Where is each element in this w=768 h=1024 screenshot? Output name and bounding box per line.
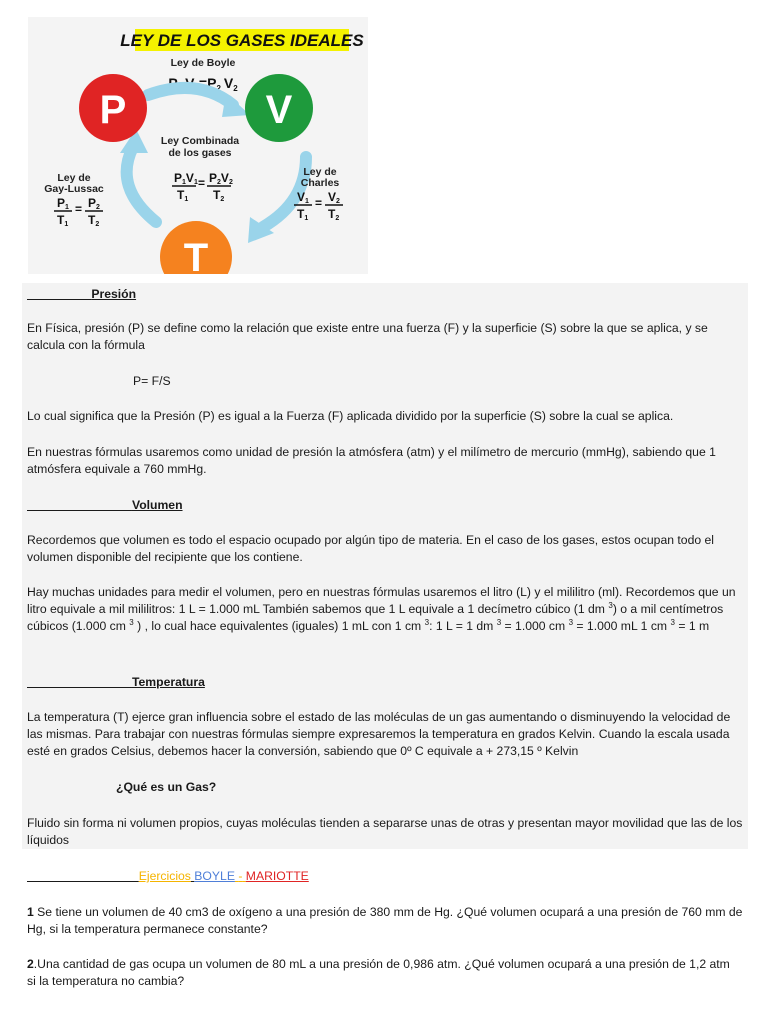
svg-text:P1V1: P1V1 <box>174 171 198 186</box>
letter-p: P <box>99 88 127 132</box>
gas-paragraph: Fluido sin forma ni volumen propios, cuyas moléculas tienden a separarse unas de otras y presentan mayor movilidad que las de los líquidos <box>27 816 743 848</box>
letter-t: T <box>183 236 209 274</box>
boyle-label: Ley de Boyle <box>170 57 236 69</box>
presion-paragraph-1: En Física, presión (P) se define como la relación que existe entre una fuerza (F) y la superficie (S) sobre la que se aplica, y se calcula con la fórmula <box>27 321 708 353</box>
ejercicios-word: Ejercicios <box>138 869 191 883</box>
volumen-heading: Volumen <box>131 498 183 512</box>
charles-label-1: Ley de <box>303 166 337 178</box>
circle-p <box>79 74 147 142</box>
svg-text:P2V2: P2V2 <box>209 171 233 186</box>
svg-text:P2: P2 <box>88 196 100 211</box>
gay-lussac-label-2: Gay-Lussac <box>44 183 104 195</box>
svg-text:T1: T1 <box>297 207 309 222</box>
svg-text:T1: T1 <box>177 188 189 203</box>
svg-text:V2: V2 <box>328 190 340 205</box>
presion-paragraph-2: Lo cual significa que la Presión (P) es igual a la Fuerza (F) aplicada dividido por la superficie (S) sobre la cual se aplica. <box>27 409 674 423</box>
boyle-word: BOYLE <box>194 869 235 883</box>
volumen-paragraph-2: Hay muchas unidades para medir el volumen, pero en nuestras fórmulas usaremos el litro (L) y el mililitro (ml). Recordemos que un litro equivale a mil mililitros: 1 L = 1.000 mL También sabemos que 1 L equivale a 1 decímetro cúbico (1 dm $^3$) o a mil centímetros cúbicos (1.000 cm $^3$ ) , lo cual hace equivalentes (iguales) 1 mL con 1 cm $^3$: 1 L = 1 dm $^3$ = 1.000 cm $^3$ = 1.000 mL 1 cm $^3$ = 1 m <box>27 585 736 634</box>
ideal-gas-law-diagram <box>28 17 368 274</box>
svg-text:=: = <box>315 196 323 210</box>
temperatura-paragraph: La temperatura (T) ejerce gran influencia sobre el estado de las moléculas de un gas aumentando o disminuyendo la velocidad de las mismas. Para trabajar con nuestras fórmulas siempre expresaremos la temperatura en grados Kelvin. Cuando la escala usada esté en grados Celsius, debemos hacer la conversión, sabiendo que 0º C equivale a + 273,15 º Kelvin <box>27 710 731 759</box>
volumen-heading-line <box>27 497 749 514</box>
ejercicios-dash: - <box>238 869 243 883</box>
ejercicios-heading <box>27 868 749 885</box>
diagram-title: LEY DE LOS GASES IDEALES <box>120 31 364 50</box>
svg-text:T2: T2 <box>88 213 100 228</box>
temperatura-heading-line <box>27 674 749 691</box>
gas-heading: ¿Qué es un Gas? <box>116 780 217 794</box>
ejercicios-underline-space <box>27 869 139 883</box>
letter-v: V <box>265 88 293 132</box>
mariotte-word: MARIOTTE <box>245 869 309 883</box>
circle-v <box>245 74 313 142</box>
exercise-1: 1 Se tiene un volumen de 40 cm3 de oxígeno a una presión de 380 mm de Hg. ¿Qué volumen ocupará a una presión de 760 mm de Hg, si la temperatura permanece constante? <box>27 905 743 937</box>
svg-text:T2: T2 <box>213 188 225 203</box>
temperatura-heading: Temperatura <box>131 675 205 689</box>
svg-text:T2: T2 <box>328 207 340 222</box>
presion-formula: P= F/S <box>133 374 171 388</box>
svg-text:V1: V1 <box>297 190 309 205</box>
presion-heading-line <box>27 286 749 303</box>
volumen-paragraph-1: Recordemos que volumen es todo el espacio ocupado por algún tipo de materia. En el caso de los gases, estos ocupan todo el volumen disponible del recipiente que los contiene. <box>27 533 714 565</box>
svg-text:=: = <box>75 202 83 216</box>
combined-label-1: Ley Combinada <box>160 135 240 147</box>
svg-text:T1: T1 <box>57 213 69 228</box>
exercise-2: 2.Una cantidad de gas ocupa un volumen de 80 mL a una presión de 0,986 atm. ¿Qué volumen ocupará a una presión de 1,2 atm si la temperatura no cambia? <box>27 957 730 989</box>
gay-lussac-label-1: Ley de <box>57 172 91 184</box>
svg-text:=: = <box>198 176 206 190</box>
charles-label-2: Charles <box>300 177 340 189</box>
combined-label-2: de los gases <box>168 147 232 159</box>
presion-paragraph-3: En nuestras fórmulas usaremos como unidad de presión la atmósfera (atm) y el milímetro de mercurio (mmHg), sabiendo que 1 atmósfera equivale a 760 mmHg. <box>27 445 716 477</box>
presion-heading: Presión <box>91 287 137 301</box>
boyle-formula: $P_1$ $V_1=P_2$ $V_2$ <box>168 75 238 93</box>
svg-text:P1: P1 <box>57 196 69 211</box>
